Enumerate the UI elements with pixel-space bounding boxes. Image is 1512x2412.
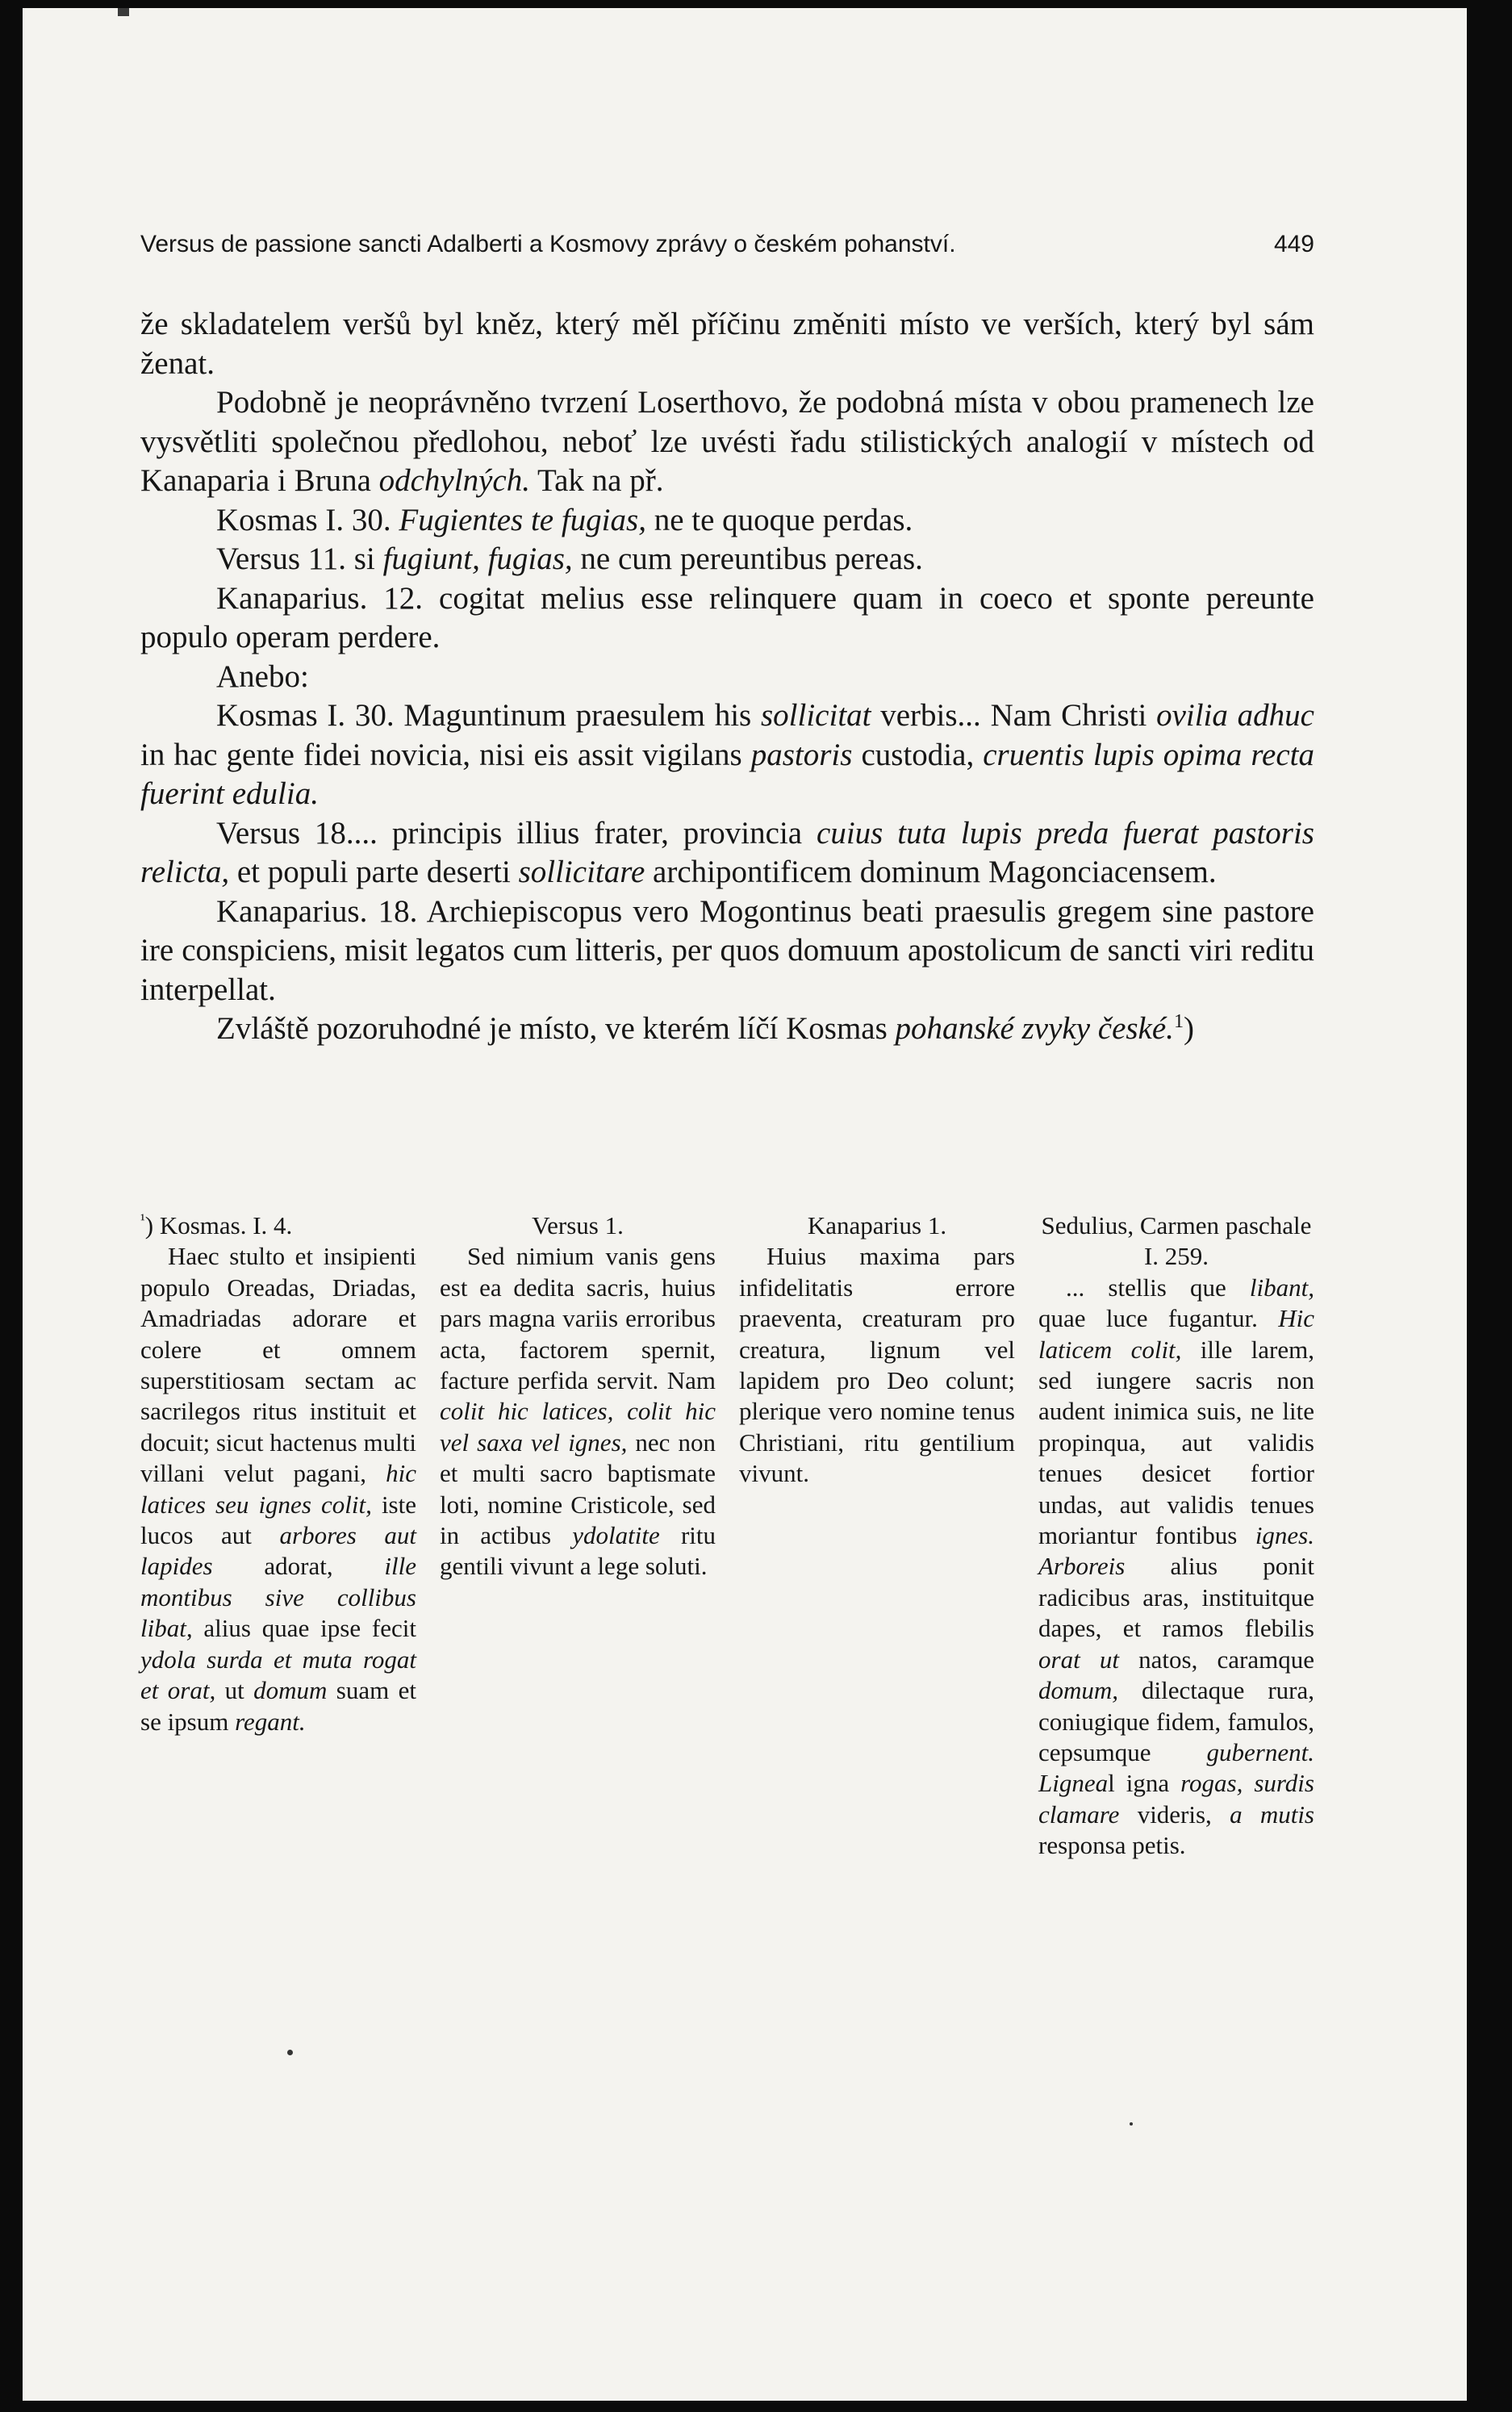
footnote-col-kanaparius	[739, 1210, 1015, 1862]
p10-emphasis: pohanské zvyky české.	[895, 1011, 1174, 1046]
footnote-col-kanaparius-body	[739, 1241, 1015, 1489]
fn4-emphasis: orat ut	[1038, 1645, 1119, 1674]
paragraph-6	[140, 658, 1314, 697]
footnote-col-kosmas	[140, 1210, 416, 1862]
p3-text-c: ne te quoque perdas.	[645, 502, 913, 537]
p7-emphasis-b: sollicitat	[760, 698, 871, 733]
p8-emphasis-d: sollicitare	[518, 855, 645, 889]
paragraph-10	[140, 1010, 1314, 1049]
p4-emphasis: fugiunt, fugias,	[382, 541, 573, 576]
p7-emphasis-f: pastoris	[750, 737, 853, 772]
footnote-col-versus	[440, 1210, 716, 1862]
running-header	[140, 231, 1314, 258]
main-text	[140, 305, 1314, 1049]
fn1-emphasis: hic latices seu ignes colit,	[140, 1459, 416, 1519]
fn1-text: adorat,	[212, 1552, 385, 1581]
p7-emphasis-h: cruentis lupis opima recta fuerint edulia.	[140, 737, 1315, 811]
page-number: 449	[1273, 231, 1314, 257]
scan-speck	[118, 8, 129, 16]
p2-emphasis: odchylných.	[378, 463, 530, 498]
fn4-emphasis: domum,	[1038, 1676, 1119, 1705]
paragraph-9	[140, 892, 1314, 1010]
footnote-col-kosmas-title: ) Kosmas. I. 4.	[144, 1211, 293, 1239]
ink-dot	[287, 2050, 293, 2055]
p9-text: Kanaparius. 18. Archiepiscopus vero Mogontinus beati praesulis gregem sine pastore ire conspiciens, misit legatos cum litteris, per quos domuum apostolicum de sancti viri reditu interpellat.	[140, 893, 1314, 1007]
fn2-text: ritu gentili vivunt a lege soluti.	[440, 1521, 716, 1581]
footnote-col-sedulius-head: Sedulius, Carmen paschale I. 259.	[1041, 1211, 1312, 1271]
p10-close-paren: )	[1184, 1011, 1195, 1046]
p8-emphasis-b: cuius tuta lupis preda fuerat pastoris relicta,	[140, 815, 1314, 889]
fn1-emphasis: ille montibus sive collibus libat,	[140, 1552, 416, 1643]
footnote-ref-1: 1	[1173, 1010, 1184, 1032]
p4-text-c: ne cum pereuntibus pereas.	[572, 541, 923, 576]
fn4-emphasis: gubernent. Lignea	[1038, 1737, 1314, 1798]
p5-text: Kanaparius. 12. cogitat melius esse relinquere quam in coeco et sponte pereunte populo operam perdere.	[140, 580, 1314, 654]
ink-dot	[1130, 2122, 1133, 2126]
fn4-text: alius ponit radicibus aras, instituitque dapes, et ramos flebilis	[1038, 1552, 1314, 1643]
p3-text-a: Kosmas I. 30.	[216, 502, 399, 537]
fn4-text: quae luce fugantur.	[1038, 1304, 1279, 1333]
p8-text-a: Versus 18.... principis illius frater, provincia	[216, 815, 817, 851]
p8-text-e: archipontificem dominum Magonciacensem.	[645, 855, 1217, 889]
fn1-emphasis: domum	[253, 1676, 328, 1705]
fn4-text: ... stellis que	[1066, 1273, 1250, 1302]
paragraph-2	[140, 383, 1314, 501]
p7-emphasis-d: ovilia adhuc	[1156, 698, 1314, 733]
paragraph-7	[140, 696, 1314, 814]
p7-text-c: verbis... Nam Christi	[871, 698, 1157, 733]
p7-text-a: Kosmas I. 30. Maguntinum praesulem his	[216, 698, 761, 733]
p7-text-g: custodia,	[852, 737, 984, 772]
p3-emphasis: Fugientes te fugias,	[399, 502, 646, 537]
fn4-text: l igna	[1108, 1769, 1181, 1798]
fn4-emphasis: a mutis	[1230, 1800, 1314, 1829]
fn4-emphasis: ignes. Arboreis	[1038, 1521, 1314, 1581]
fn4-text: natos, caramque	[1118, 1645, 1314, 1674]
fn1-text: ut	[215, 1676, 254, 1705]
fn1-text: iste lucos aut	[140, 1490, 416, 1550]
fn1-text: Haec stulto et insipienti populo Oreadas, Driadas, Amadriadas adorare et colere et omnem superstitiosam sectam ac sacrilegos ritus instituit et docuit; sicut hactenus multi villani velut pagani,	[140, 1242, 416, 1488]
fn4-text: responsa petis.	[1038, 1831, 1186, 1860]
footnote-col-versus-body	[440, 1241, 716, 1582]
paragraph-1	[140, 305, 1314, 383]
fn4-text: videris,	[1119, 1800, 1230, 1829]
paragraph-1-text: že skladatelem veršů byl kněz, který měl příčinu změniti místo ve verších, který byl sám ženat.	[140, 307, 1314, 381]
fn1-emphasis: arbores aut lapides	[140, 1521, 417, 1581]
fn4-text: dilectaque rura, coniugique fidem, famulos, cepsumque	[1038, 1676, 1314, 1766]
fn3-text: Huius maxima pars infidelitatis errore praeventa, creaturam pro creatura, lignum vel lapidem pro Deo colunt; plerique vero nomine tenus Christiani, ritu gentilium vivunt.	[739, 1242, 1015, 1488]
paragraph-5	[140, 579, 1314, 658]
paragraph-8	[140, 814, 1314, 892]
paragraph-4	[140, 540, 1314, 579]
footnote-col-sedulius	[1038, 1210, 1314, 1862]
fn4-emphasis: libant,	[1249, 1273, 1314, 1302]
footnote-col-sedulius-body	[1038, 1273, 1314, 1862]
fn1-emphasis: regant.	[235, 1707, 306, 1736]
p4-text-a: Versus 11. si	[216, 541, 383, 576]
header-title: Versus de passione sancti Adalberti a Kosmovy zprávy o českém pohanství.	[140, 231, 956, 257]
p7-text-e: in hac gente fidei novicia, nisi eis assit vigilans	[140, 737, 751, 772]
fn4-emphasis: rogas, surdis clamare	[1038, 1769, 1314, 1829]
fn1-text: suam et se ipsum	[140, 1676, 416, 1736]
p10-text-a: Zvláště pozoruhodné je místo, ve kterém líčí Kosmas	[216, 1011, 896, 1046]
fn2-emphasis: ydolatite	[572, 1521, 660, 1550]
footnote-col-kosmas-head	[140, 1210, 416, 1241]
fn4-emphasis: Hic laticem colit,	[1038, 1304, 1314, 1364]
p2-text-a: Podobně je neoprávněno tvrzení Loserthovo, že podobná místa v obou pramenech lze vysvětliti společnou předlohou, neboť lze uvésti řadu stilistických analogií v místech od Kanaparia i Bruna	[140, 385, 1314, 498]
p2-text-c: Tak na př.	[529, 463, 664, 498]
footnote-col-kosmas-body	[140, 1241, 416, 1737]
footnote-mark: ¹	[140, 1211, 145, 1229]
fn2-text: nec non et multi sacro baptismate loti, nomine Cristicole, sed in actibus	[440, 1428, 716, 1550]
paragraph-3	[140, 501, 1314, 541]
fn1-emphasis: ydola surda et muta rogat et orat,	[140, 1645, 416, 1705]
p6-text: Anebo:	[216, 658, 309, 694]
fn4-text: ille larem, sed iungere sacris non audent inimica suis, ne lite propinqua, aut validis tenues desicet fortior undas, aut validis tenues moriantur fontibus	[1038, 1335, 1314, 1550]
fn2-emphasis: colit hic latices, colit hic vel saxa vel ignes,	[440, 1397, 716, 1457]
footnote-col-versus-head: Versus 1.	[532, 1211, 624, 1239]
scanned-page	[23, 8, 1467, 2401]
fn1-text: alius quae ipse fecit	[192, 1614, 416, 1643]
footnote-col-kanaparius-head: Kanaparius 1.	[807, 1211, 947, 1239]
footnote-columns	[140, 1210, 1314, 1862]
fn2-text: Sed nimium vanis gens est ea dedita sacris, huius pars magna variis erroribus acta, factorem spernit, facture perfida servit. Nam	[440, 1242, 716, 1395]
p8-text-c: et populi parte deserti	[229, 855, 519, 889]
